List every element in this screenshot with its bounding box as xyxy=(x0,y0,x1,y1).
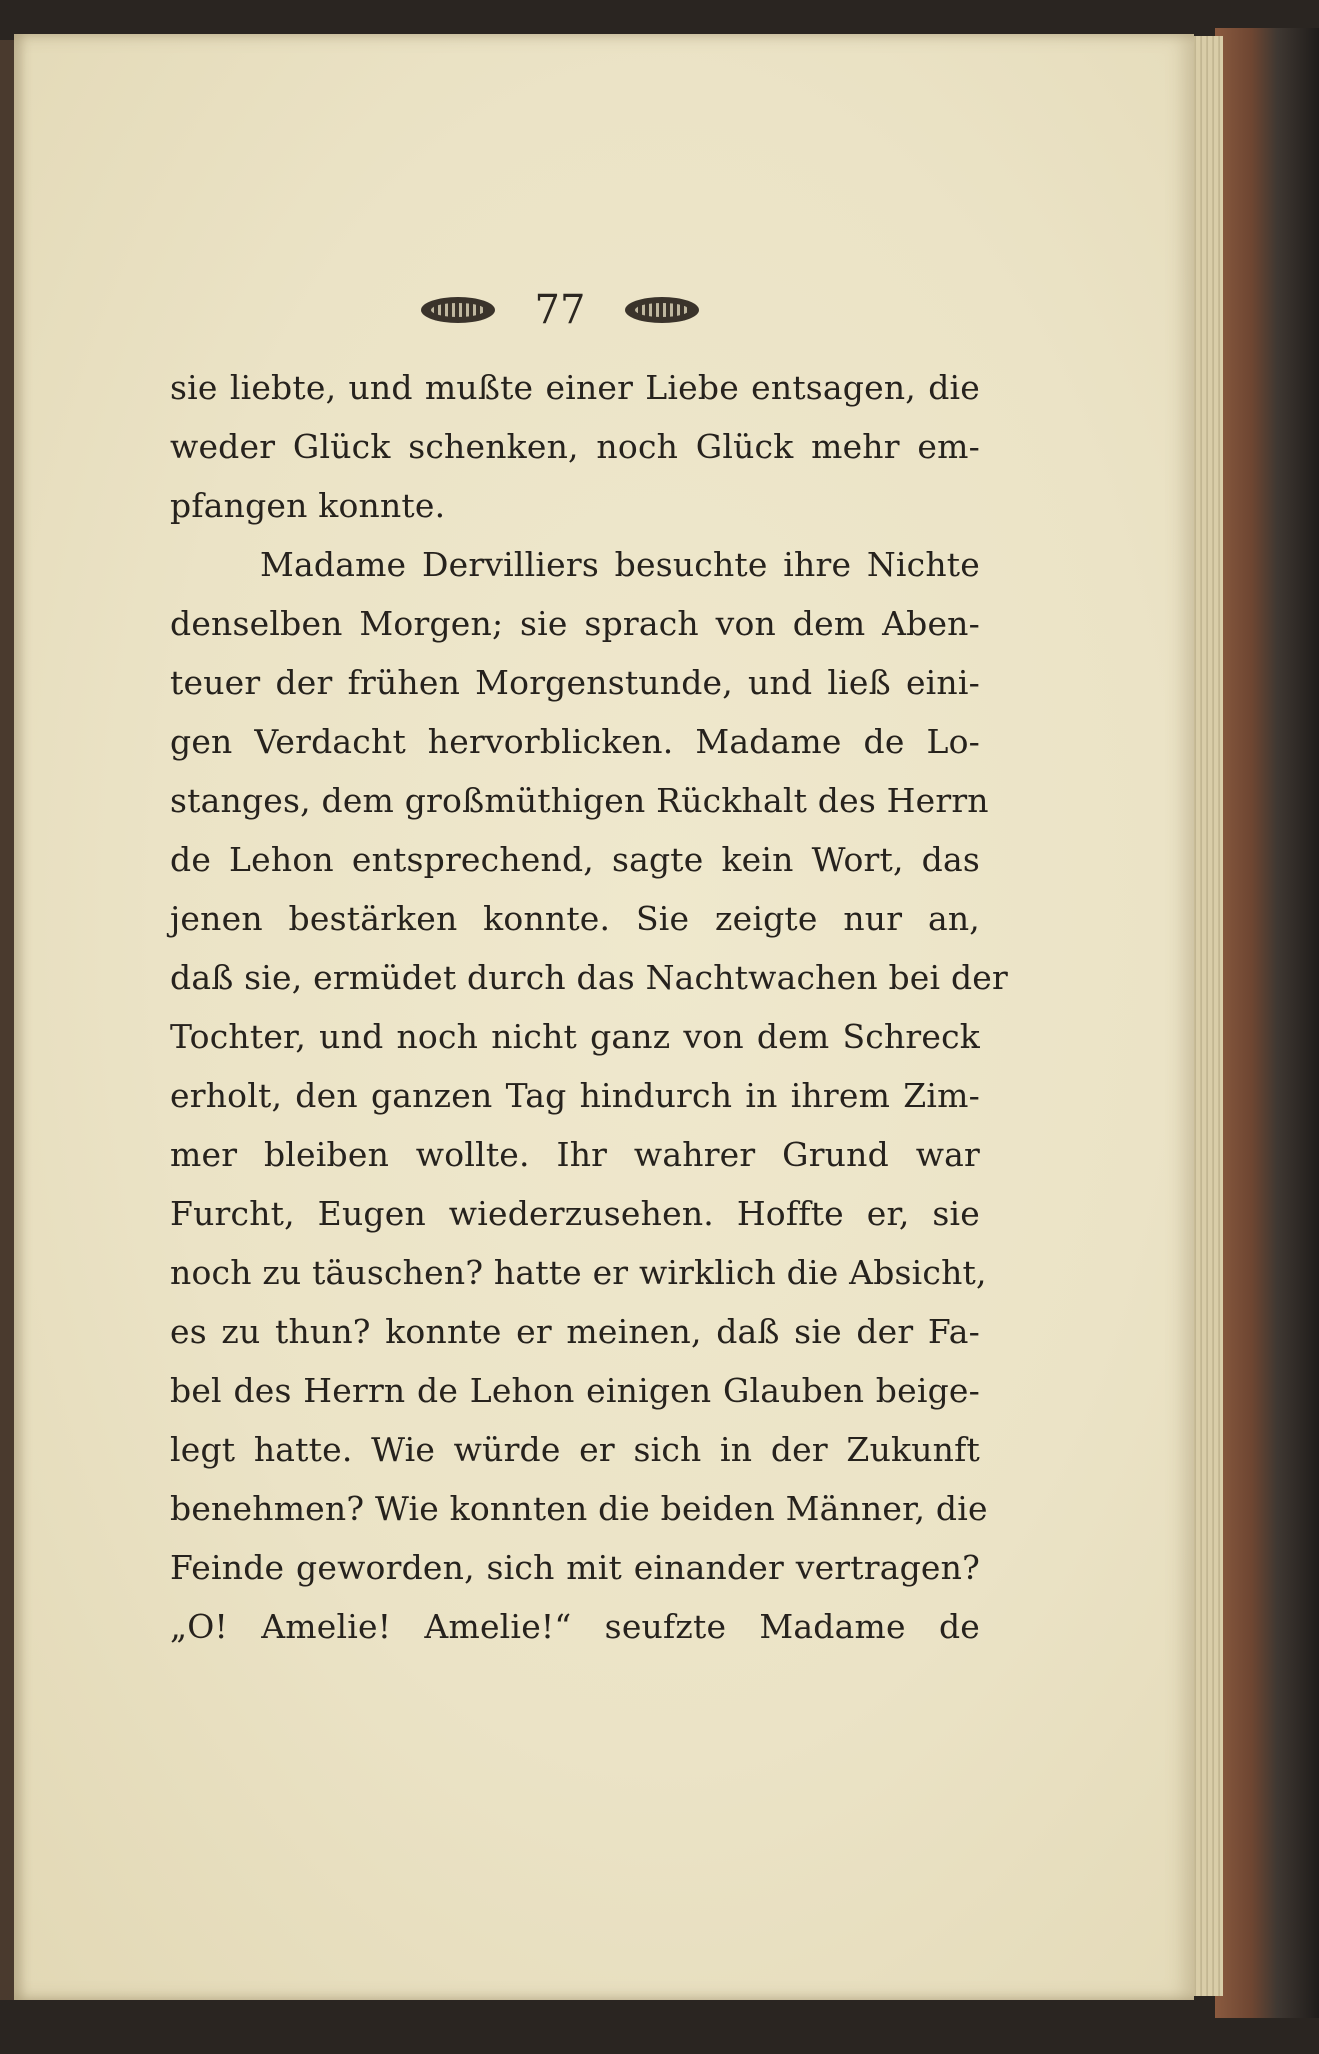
text-line: erholt, den ganzen Tag hindurch in ihrem Zim- xyxy=(170,1076,980,1115)
text-line: bel des Herrn de Lehon einigen Glauben beige- xyxy=(170,1371,980,1410)
text-line: jenen bestärken konnte. Sie zeigte nur an, xyxy=(170,899,980,938)
text-line: mer bleiben wollte. Ihr wahrer Grund war xyxy=(170,1135,980,1174)
text-line: pfangen konnte. xyxy=(170,486,446,525)
body-text xyxy=(170,358,1008,1656)
right-ornament-icon xyxy=(625,297,699,323)
text-line: daß sie, ermüdet durch das Nachtwachen bei der xyxy=(170,958,1008,997)
left-ornament-icon xyxy=(421,297,495,323)
text-line: „O! Amelie! Amelie!“ seufzte Madame de xyxy=(170,1607,980,1646)
text-line: benehmen? Wie konnten die beiden Männer, die xyxy=(170,1489,988,1528)
text-line: sie liebte, und mußte einer Liebe entsagen, die xyxy=(170,368,980,407)
text-line: Tochter, und noch nicht ganz von dem Schreck xyxy=(170,1017,980,1056)
text-line: stanges, dem großmüthigen Rückhalt des Herrn xyxy=(170,781,989,820)
text-line: weder Glück schenken, noch Glück mehr em- xyxy=(170,427,980,466)
book-cover-right-edge xyxy=(1215,28,1319,2018)
text-line: Feinde geworden, sich mit einander vertragen? xyxy=(170,1548,980,1587)
text-line: de Lehon entsprechend, sagte kein Wort, das xyxy=(170,840,980,879)
text-line: Furcht, Eugen wiederzusehen. Hoffte er, sie xyxy=(170,1194,980,1233)
page-header xyxy=(400,280,720,340)
page-number: 77 xyxy=(534,287,586,333)
text-line: denselben Morgen; sie sprach von dem Aben- xyxy=(170,604,980,643)
text-line: es zu thun? konnte er meinen, daß sie der Fa- xyxy=(170,1312,980,1351)
text-line: noch zu täuschen? hatte er wirklich die Absicht, xyxy=(170,1253,987,1292)
text-line: gen Verdacht hervorblicken. Madame de Lo- xyxy=(170,722,980,761)
text-line: teuer der frühen Morgenstunde, und ließ eini- xyxy=(170,663,980,702)
text-line: legt hatte. Wie würde er sich in der Zukunft xyxy=(170,1430,980,1469)
text-line: Madame Dervilliers besuchte ihre Nichte xyxy=(260,545,980,584)
